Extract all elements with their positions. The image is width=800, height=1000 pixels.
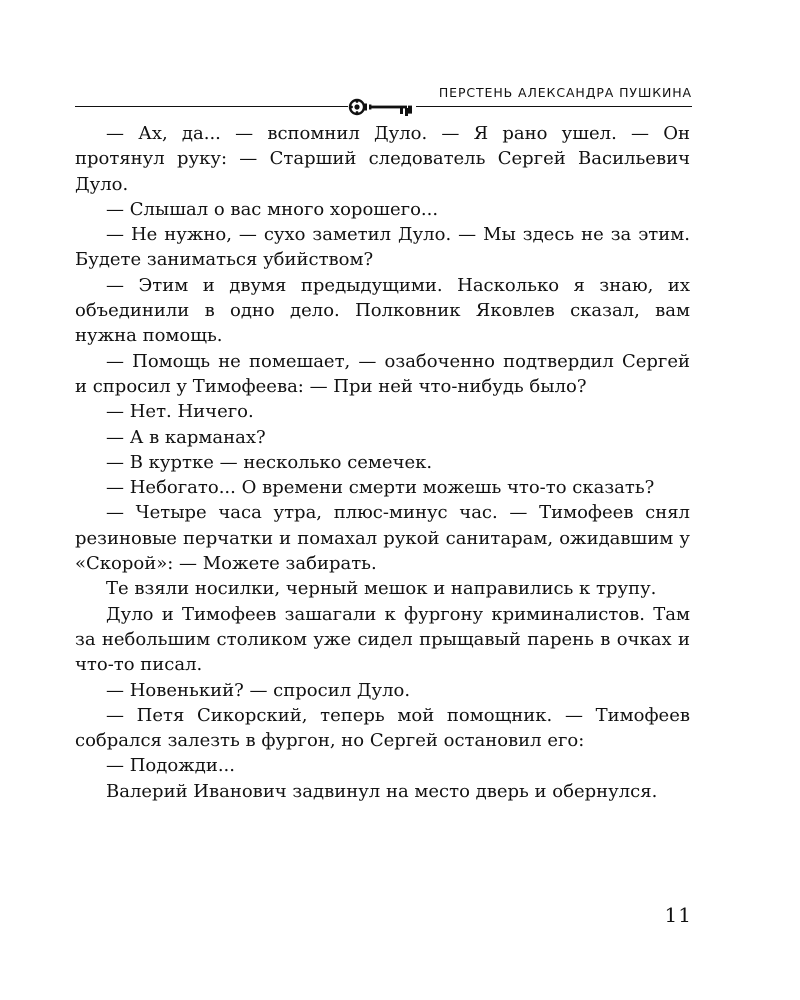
paragraph: — В куртке — несколько семечек. [106, 451, 433, 473]
paragraph: Те взяли носилки, черный мешок и направились к трупу. [106, 578, 657, 600]
paragraph: — Петя Сикорский, теперь мой помощник. — Тимофеев собрался залезть в фургон, но Сергей остановил его: [75, 704, 690, 752]
paragraph: Дуло и Тимофеев зашагали к фургону криминалистов. Там за небольшим столиком уже сидел прыщавый парень в очках и что-то писал. [75, 603, 690, 676]
paragraph: — Нет. Ничего. [106, 401, 254, 423]
paragraph: — А в карманах? [106, 426, 266, 448]
paragraph: — Подожди... [106, 755, 235, 777]
paragraph: — Слышал о вас много хорошего... [106, 198, 439, 220]
paragraph: — Ах, да... — вспомнил Дуло. — Я рано ушел. — Он протянул руку: — Старший следователь Сергей Васильевич Дуло. [75, 123, 690, 195]
body-text [75, 121, 690, 804]
paragraph: Валерий Иванович задвинул на место дверь и обернулся. [106, 780, 658, 802]
paragraph: — Этим и двумя предыдущими. Насколько я знаю, их объединили в одно дело. Полковник Яковлев сказал, вам нужна помощь. [75, 274, 690, 347]
paragraph: — Четыре часа утра, плюс-минус час. — Тимофеев снял резиновые перчатки и помахал рукой санитарам, ожидавшим у «Скорой»: — Можете забирать. [75, 502, 690, 575]
paragraph: — Новенький? — спросил Дуло. [106, 679, 411, 701]
running-title: ПЕРСТЕНЬ АЛЕКСАНДРА ПУШКИНА [438, 85, 692, 100]
paragraph: — Помощь не помешает, — озабоченно подтвердил Сергей и спросил у Тимофеева: — При ней что-нибудь было? [75, 350, 690, 397]
paragraph: — Не нужно, — сухо заметил Дуло. — Мы здесь не за этим. Будете заниматься убийством? [75, 224, 690, 271]
paragraph: — Небогато... О времени смерти можешь что-то сказать? [106, 477, 655, 499]
key-icon [348, 96, 416, 118]
page-number: 11 [664, 903, 692, 927]
